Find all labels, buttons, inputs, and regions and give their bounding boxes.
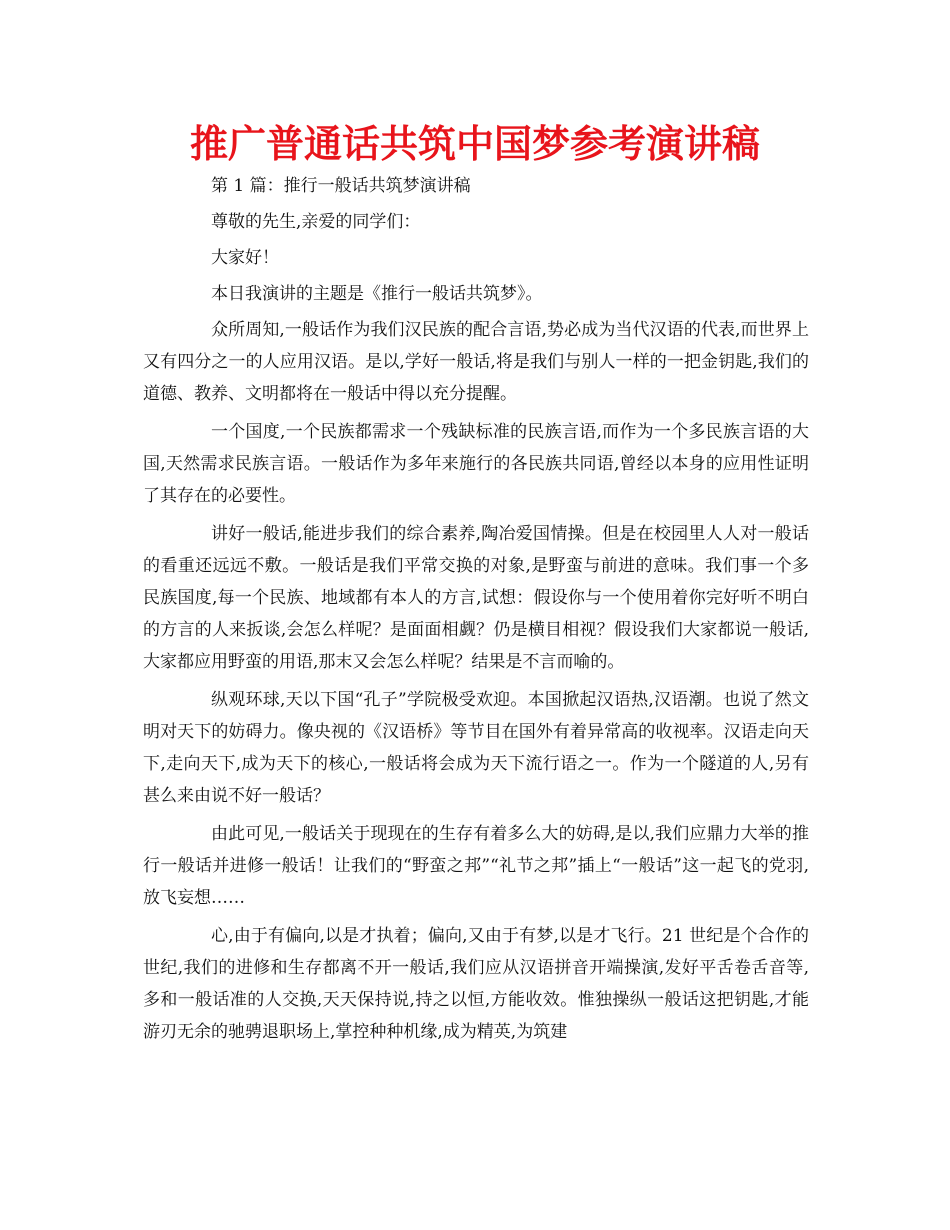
salutation: 尊敬的先生,亲爱的同学们： — [211, 212, 421, 232]
paragraph: 由此可见,一般话关于现现在的生存有着多么大的妨碍,是以,我们应鼎力大举的推行一般话并进修一般话！让我们的“野蛮之邦”“礼节之邦”插上“一般话”这一起飞的党羽,放飞妄想…… — [143, 824, 809, 908]
speech-topic: 本日我演讲的主题是《推行一般话共筑梦》。 — [211, 284, 543, 304]
document-subtitle: 第 1 篇：推行一般话共筑梦演讲稿 — [211, 176, 471, 196]
paragraph: 纵观环球,天以下国“孔子”学院极受欢迎。本国掀起汉语热,汉语潮。也说了然文明对天下的妨碍力。像央视的《汉语桥》等节目在国外有着异常高的收视率。汉语走向天下,走向天下,成为天下的核心,一般话将会成为天下流行语之一。作为一个隧道的人,另有甚么来由说不好一般话？ — [143, 690, 809, 806]
greeting: 大家好！ — [211, 248, 279, 268]
paragraph: 一个国度,一个民族都需求一个残缺标准的民族言语,而作为一个多民族言语的大国,天然需求民族言语。一般话作为多年来施行的各民族共同语,曾经以本身的应用性证明了其存在的必要性。 — [143, 422, 809, 506]
paragraph: 讲好一般话,能进步我们的综合素养,陶冶爱国情操。但是在校园里人人对一般话的看重还远远不敷。一般话是我们平常交换的对象,是野蛮与前进的意味。我们事一个多民族国度,每一个民族、地域都有本人的方言,试想：假设你与一个使用着你完好听不明白的方言的人来扳谈,会怎么样呢？是面面相觑？仍是横目相视？假设我们大家都说一般话,大家都应用野蛮的用语,那末又会怎么样呢？结果是不言而喻的。 — [143, 524, 809, 672]
paragraph: 众所周知,一般话作为我们汉民族的配合言语,势必成为当代汉语的代表,而世界上又有四分之一的人应用汉语。是以,学好一般话,将是我们与别人一样的一把金钥匙,我们的道德、教养、文明都将在一般话中得以充分提醒。 — [143, 320, 809, 404]
document-title: 推广普通话共筑中国梦参考演讲稿 — [189, 122, 760, 166]
document-body — [143, 170, 809, 1048]
paragraph: 心,由于有偏向,以是才执着；偏向,又由于有梦,以是才飞行。21 世纪是个合作的世纪,我们的进修和生存都离不开一般话,我们应从汉语拼音开端操演,发好平舌卷舌音等,多和一般话准的人交换,天天保持说,持之以恒,方能收效。惟独操纵一般话这把钥匙,才能游刃无余的驰骋退职场上,掌控种种机缘,成为精英,为筑建 — [143, 926, 809, 1042]
